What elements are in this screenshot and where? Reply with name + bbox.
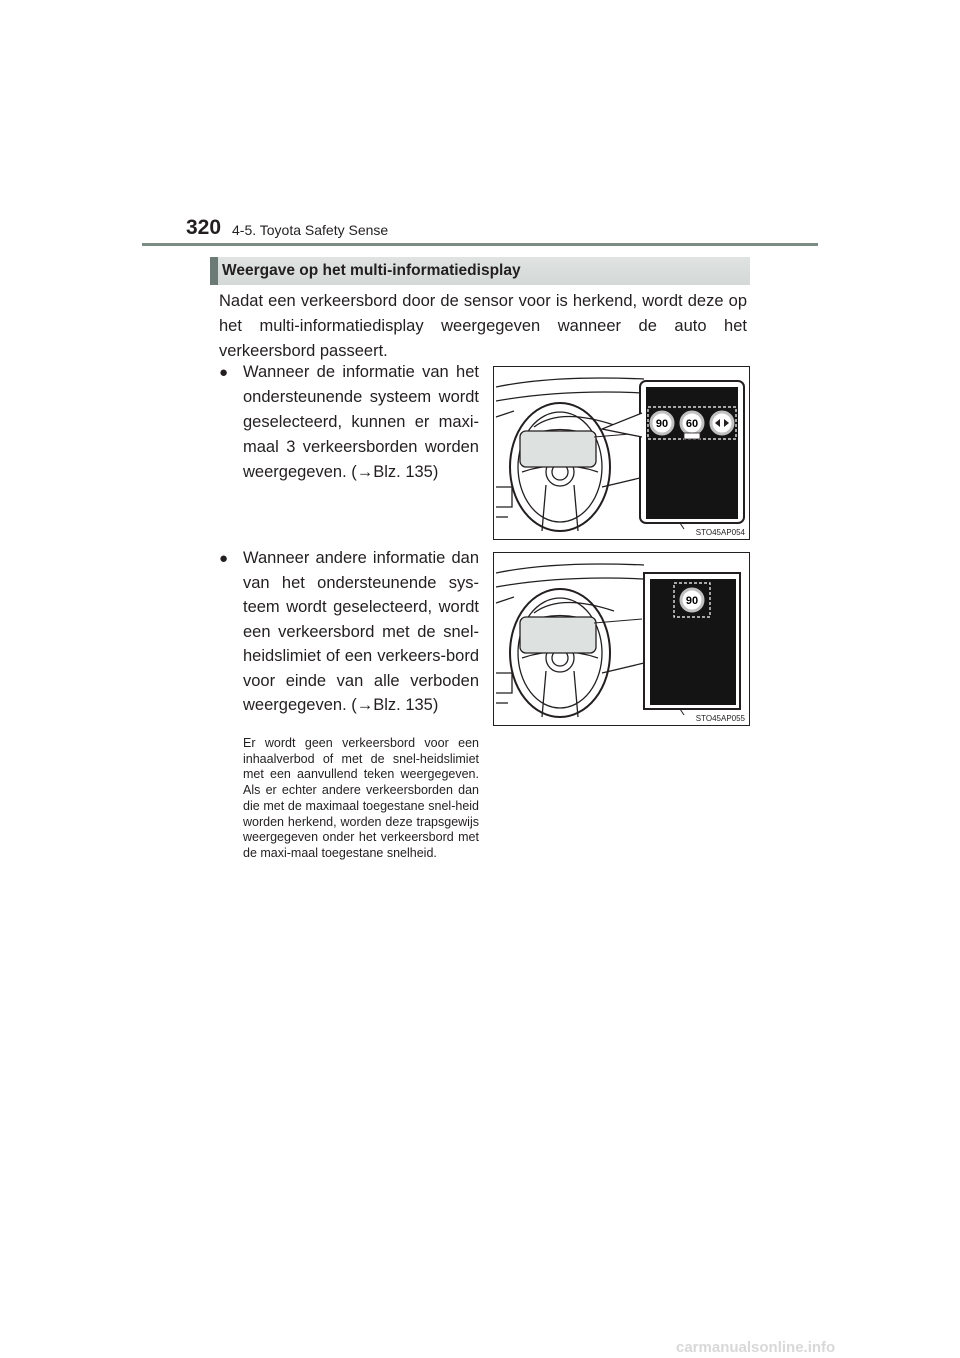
watermark: carmanualsonline.info	[676, 1339, 836, 1356]
speed-sign-label: 60	[685, 418, 699, 430]
chapter-title: 4-5. Toyota Safety Sense	[232, 222, 389, 238]
figure-code: STO45AP054	[695, 528, 745, 537]
bullet-item	[219, 360, 479, 485]
bullet-text: Wanneer andere informatie dan van het ondersteunende sys-teem wordt geselecteerd, wordt een verkeersbord met de snel-heidslimiet of een verkeers-bord voor einde van alle verboden weergegeven. (→Blz. 135)	[243, 549, 479, 714]
figure-dashboard-three-signs	[493, 366, 750, 540]
section-accent	[210, 257, 218, 285]
section-title: Weergave op het multi-informatiedisplay	[222, 262, 521, 279]
bullet-item	[219, 546, 479, 718]
bullet-dot: ●	[219, 364, 229, 381]
bullet-dot: ●	[219, 550, 229, 567]
header-divider	[142, 243, 818, 246]
intro-paragraph: Nadat een verkeersbord door de sensor voor is herkend, wordt deze op het multi-informatiedisplay weergegeven wanneer de auto het verkeersbord passeert.	[219, 292, 747, 360]
sign-labels	[494, 367, 750, 540]
speed-sign-label: 90	[685, 595, 699, 607]
figure-dashboard-one-sign	[493, 552, 750, 726]
note-paragraph: Er wordt geen verkeersbord voor een inhaalverbod of met de snel-heidslimiet met een aanvullend teken weergegeven. Als er echter andere verkeersborden dan die met de maximaal toegestane snel-heid worden herkend, worden deze trapsgewijs weergegeven onder het verkeersbord met de maxi-maal toegestane snelheid.	[243, 736, 479, 860]
bullet-text: Wanneer de informatie van het ondersteunende systeem wordt geselecteerd, kunnen er maxi-maal 3 verkeersborden worden weergegeven. (→Blz. 135)	[243, 363, 479, 481]
sign-labels	[494, 553, 750, 726]
page-number: 320	[186, 216, 222, 239]
figure-code: STO45AP055	[695, 714, 745, 723]
speed-sign-label: 90	[655, 418, 669, 430]
